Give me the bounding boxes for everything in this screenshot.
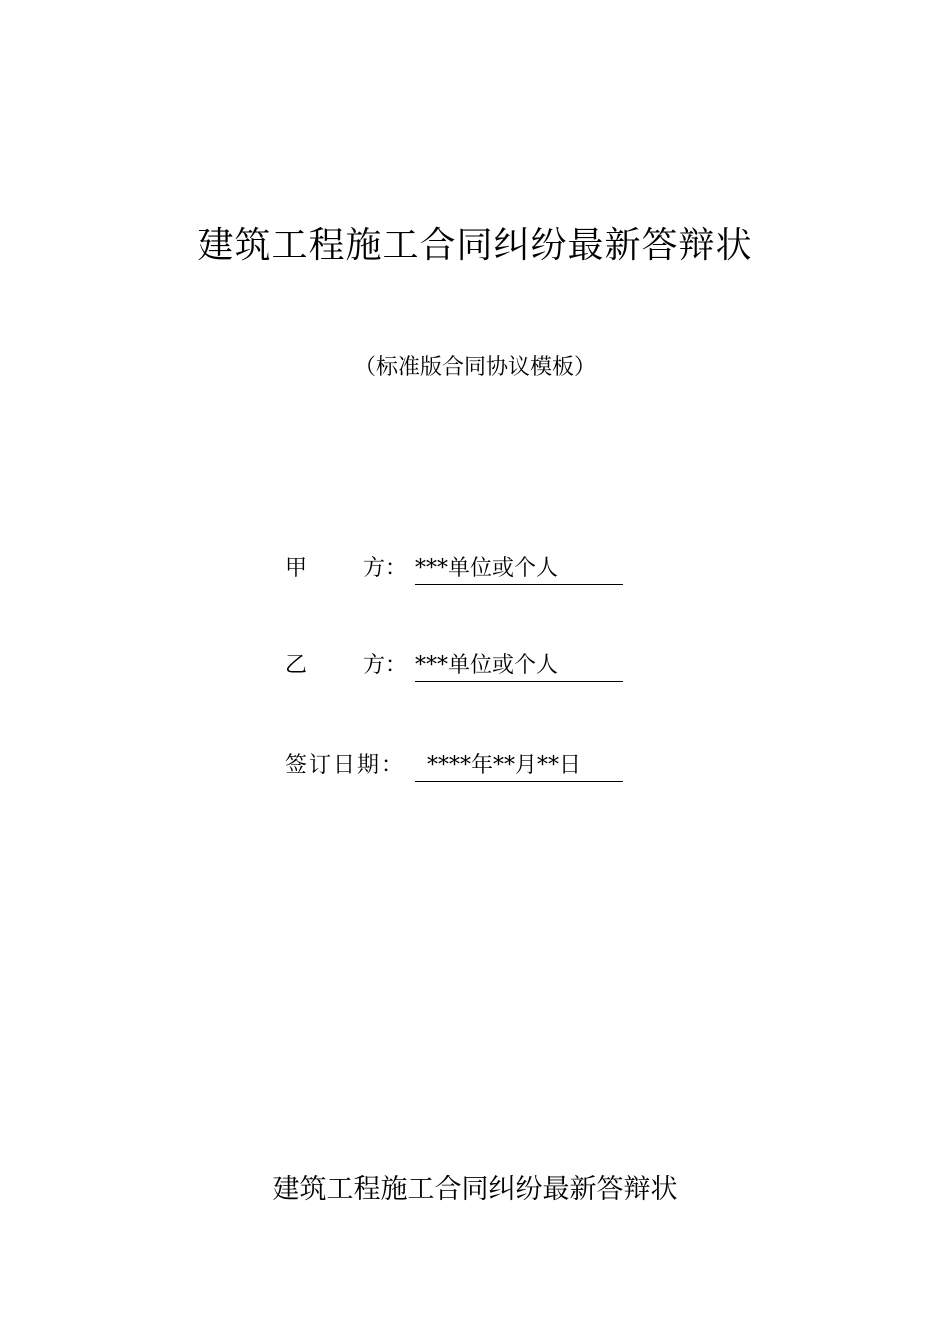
party-b-label [285,649,413,683]
footer-title: 建筑工程施工合同纠纷最新答辩状 [272,1174,678,1205]
sign-date-value: ****年**月**日 [427,753,582,778]
party-a-value: ***单位或个人 [415,556,559,581]
sign-date-label-text: 签订日期： [285,753,406,778]
document-subtitle: （标准版合同协议模板） [353,355,596,380]
party-a-label-char-2: 方： [363,556,408,581]
party-a-field[interactable] [415,552,623,585]
party-b-field[interactable] [415,649,623,682]
party-b-label-char-1: 乙 [285,653,308,678]
document-title: 建筑工程施工合同纠纷最新答辩状 [197,225,753,266]
party-a-label [285,552,413,586]
sign-date-field[interactable] [415,749,623,782]
sign-date-label [285,749,413,783]
party-b-value: ***单位或个人 [415,653,559,678]
party-a-label-char-1: 甲 [285,556,308,581]
party-b-label-char-2: 方： [363,653,408,678]
